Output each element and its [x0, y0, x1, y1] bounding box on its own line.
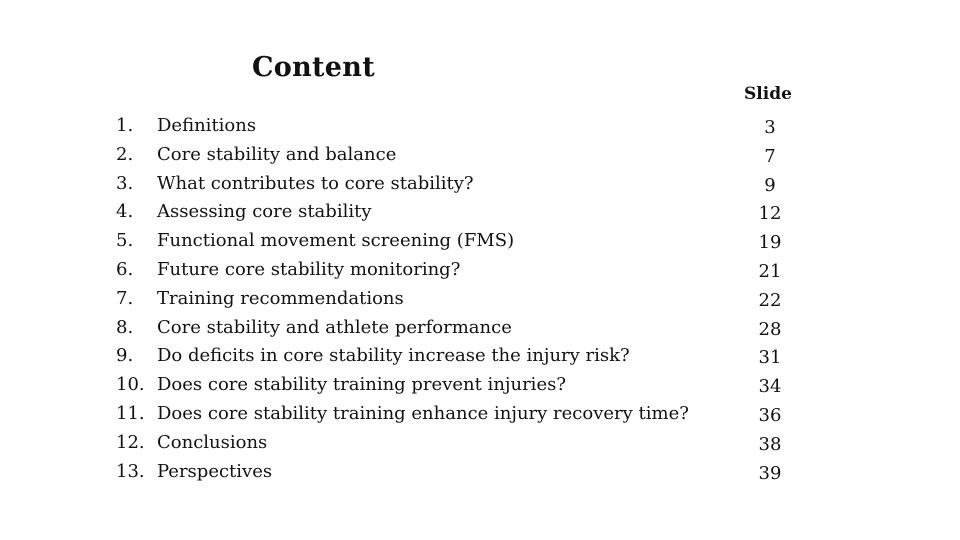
toc-item: [116, 400, 696, 429]
toc-item-label: Future core stability monitoring?: [157, 258, 461, 280]
toc-item-slide-number: 19: [758, 232, 782, 254]
toc-item-label: What contributes to core stability?: [157, 172, 474, 194]
toc-item-slide-number: 36: [758, 404, 782, 426]
toc-item: [116, 314, 696, 343]
toc-item-slide-number: 12: [758, 203, 782, 225]
slide-number-column: [740, 112, 800, 488]
toc-item: [116, 141, 696, 170]
toc-item-number: 8.: [116, 316, 134, 338]
toc-item: [116, 342, 696, 371]
toc-item-number: 6.: [116, 258, 134, 280]
toc-item-slide-number: 38: [758, 433, 782, 455]
table-of-contents: [116, 112, 696, 486]
toc-item-number: 9.: [116, 345, 134, 367]
toc-item: [116, 458, 696, 487]
toc-item-slide-number: 34: [758, 376, 782, 398]
toc-item: [116, 112, 696, 141]
slide-title: Content: [252, 52, 375, 83]
toc-item-label: Conclusions: [157, 431, 268, 453]
toc-item-number: 12.: [116, 431, 145, 453]
toc-item-label: Perspectives: [157, 460, 273, 482]
toc-item-slide-number: 22: [758, 289, 782, 311]
toc-item-number: 1.: [116, 115, 134, 136]
toc-item-slide-number: 7: [764, 145, 776, 167]
toc-item-number: 4.: [116, 201, 134, 223]
toc-item-slide-number: 39: [758, 462, 782, 484]
toc-item-number: 11.: [116, 402, 145, 424]
toc-item-label: Does core stability training enhance injury recovery time?: [157, 402, 689, 424]
toc-item-label: Assessing core stability: [157, 201, 372, 223]
toc-item-slide-number: 28: [758, 318, 782, 340]
toc-item: [116, 227, 696, 256]
toc-item-slide-number: 3: [764, 117, 776, 138]
toc-item-label: Core stability and balance: [157, 143, 397, 165]
toc-item-label: Core stability and athlete performance: [157, 316, 512, 338]
toc-item-slide-number: 9: [764, 174, 776, 196]
toc-item: [116, 256, 696, 285]
toc-item-number: 3.: [116, 172, 134, 194]
toc-item: [116, 170, 696, 199]
toc-item-label: Functional movement screening (FMS): [157, 230, 515, 252]
slide-column-header: Slide: [744, 84, 792, 104]
toc-item-number: 2.: [116, 143, 134, 165]
toc-item-label: Do deficits in core stability increase the injury risk?: [157, 345, 630, 367]
toc-item: [116, 285, 696, 314]
toc-item-slide-number: 21: [758, 260, 782, 282]
toc-item-number: 7.: [116, 287, 134, 309]
toc-item-label: Does core stability training prevent injuries?: [157, 374, 566, 396]
toc-item-label: Definitions: [157, 115, 257, 136]
toc-item: [116, 198, 696, 227]
toc-item: [116, 429, 696, 458]
toc-item-slide-number: 31: [758, 347, 782, 369]
toc-item-number: 5.: [116, 230, 134, 252]
toc-item-label: Training recommendations: [157, 287, 404, 309]
toc-item: [116, 371, 696, 400]
toc-item-number: 10.: [116, 374, 145, 396]
toc-item-number: 13.: [116, 460, 145, 482]
